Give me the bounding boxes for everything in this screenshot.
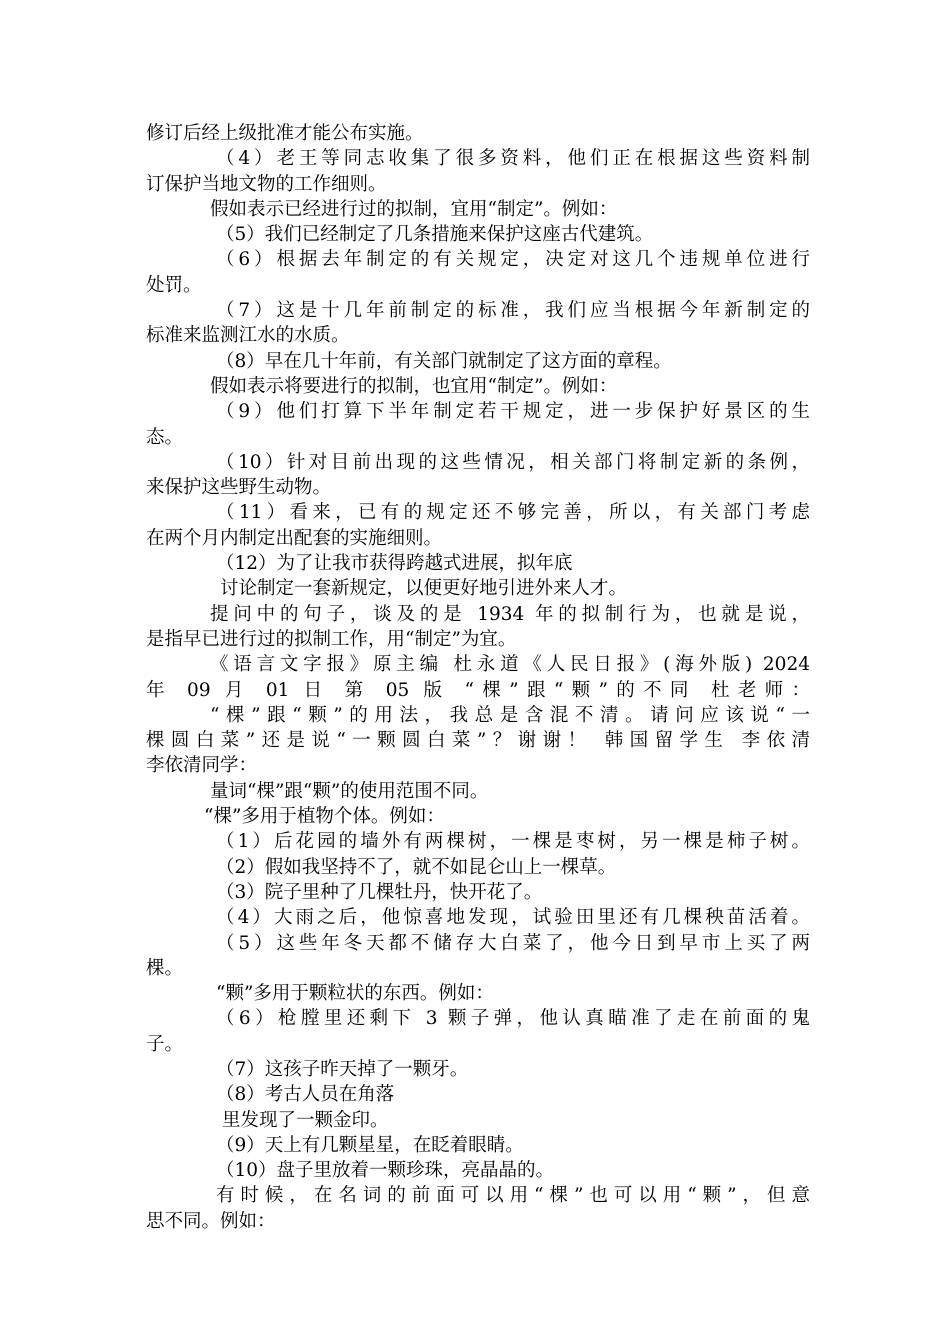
- text-line: （4）老王等同志收集了很多资料，他们正在根据这些资料制: [216, 148, 810, 170]
- text-line: （7）这是十几年前制定的标准，我们应当根据今年新制定的: [216, 300, 810, 322]
- text-line: 假如表示将要进行的拟制，也宜用“制定”。例如：: [210, 375, 618, 397]
- text-line: 在两个月内制定出配套的实施细则。: [146, 527, 443, 549]
- text-line: （4）大雨之后，他惊喜地发现，试验田里还有几棵秧苗活着。: [216, 907, 810, 929]
- text-line: （9）他们打算下半年制定若干规定，进一步保护好景区的生: [216, 401, 810, 423]
- text-line: （1）后花园的墙外有两棵树，一棵是枣树，另一棵是柿子树。: [216, 831, 810, 853]
- text-line: 提问中的句子，谈及的是 1934 年的拟制行为，也就是说，: [210, 603, 810, 625]
- text-line: “棵”多用于植物个体。例如：: [204, 806, 445, 828]
- text-line: “棵”跟“颗”的用法，我总是含混不清。请问应该说“一: [210, 704, 810, 726]
- text-line: （3）院子里种了几棵牡丹，快开花了。: [216, 881, 543, 903]
- text-line: （8）早在几十年前，有关部门就制定了这方面的章程。: [216, 350, 672, 372]
- body-text: [146, 121, 810, 1234]
- text-line: （9）天上有几颗星星，在眨着眼睛。: [216, 1134, 524, 1156]
- text-line: 处罚。: [146, 274, 202, 296]
- text-line: 棵。: [146, 957, 184, 979]
- text-line: 讨论制定一套新规定，以便更好地引进外来人才。: [220, 578, 628, 600]
- text-line: 修订后经上级批准才能公布实施。: [146, 123, 424, 144]
- text-line: 假如表示已经进行过的拟制，宜用“制定”。例如：: [210, 198, 618, 220]
- text-line: （8）考古人员在角落: [216, 1084, 395, 1106]
- text-line: （10）针对目前出现的这些情况，相关部门将制定新的条例，: [216, 451, 810, 473]
- text-line: 订保护当地文物的工作细则。: [146, 173, 387, 195]
- text-line: 思不同。例如：: [146, 1210, 276, 1232]
- text-line: 李依清同学：: [146, 755, 258, 777]
- text-line: 是指早已进行过的拟制工作，用“制定”为宜。: [146, 628, 517, 650]
- text-line: 来保护这些野生动物。: [146, 477, 332, 499]
- text-line: （12）为了让我市获得跨越式进展，拟年底: [216, 553, 573, 575]
- text-line: 有时候，在名词的前面可以用“棵”也可以用“颗”，但意: [216, 1185, 810, 1207]
- text-line: （11）看来，已有的规定还不够完善，所以，有关部门考虑: [216, 502, 810, 524]
- text-line: （6）根据去年制定的有关规定，决定对这几个违规单位进行: [216, 249, 810, 271]
- text-line: 态。: [146, 426, 184, 448]
- text-line: （5）我们已经制定了几条措施来保护这座古代建筑。: [216, 224, 654, 246]
- text-line: （2）假如我坚持不了，就不如昆仑山上一棵草。: [216, 856, 617, 878]
- text-line: “颗”多用于颗粒状的东西。例如：: [216, 983, 494, 1005]
- text-line: 子。: [146, 1033, 184, 1055]
- text-line: 《语言文字报》原主编 杜永道《人民日报》(海外版) 2024: [210, 654, 810, 676]
- text-line: （5）这些年冬天都不储存大白菜了，他今日到早市上买了两: [216, 932, 810, 954]
- text-line: 标准来监测江水的水质。: [146, 325, 350, 347]
- text-line: （7）这孩子昨天掉了一颗牙。: [216, 1058, 469, 1080]
- text-line: 年 09 月 01 日 第 05 版 “棵”跟“颗”的不同 杜老师：: [146, 679, 810, 701]
- text-line: 量词“棵”跟“颗”的使用范围不同。: [210, 780, 489, 802]
- text-line: 里发现了一颗金印。: [222, 1109, 389, 1131]
- text-line: （10）盘子里放着一颗珍珠，亮晶晶的。: [216, 1160, 555, 1182]
- text-line: 棵圆白菜”还是说“一颗圆白菜”？谢谢！ 韩国留学生 李依清: [146, 730, 810, 752]
- text-line: （6）枪膛里还剩下 3 颗子弹，他认真瞄准了走在前面的鬼: [216, 1008, 810, 1030]
